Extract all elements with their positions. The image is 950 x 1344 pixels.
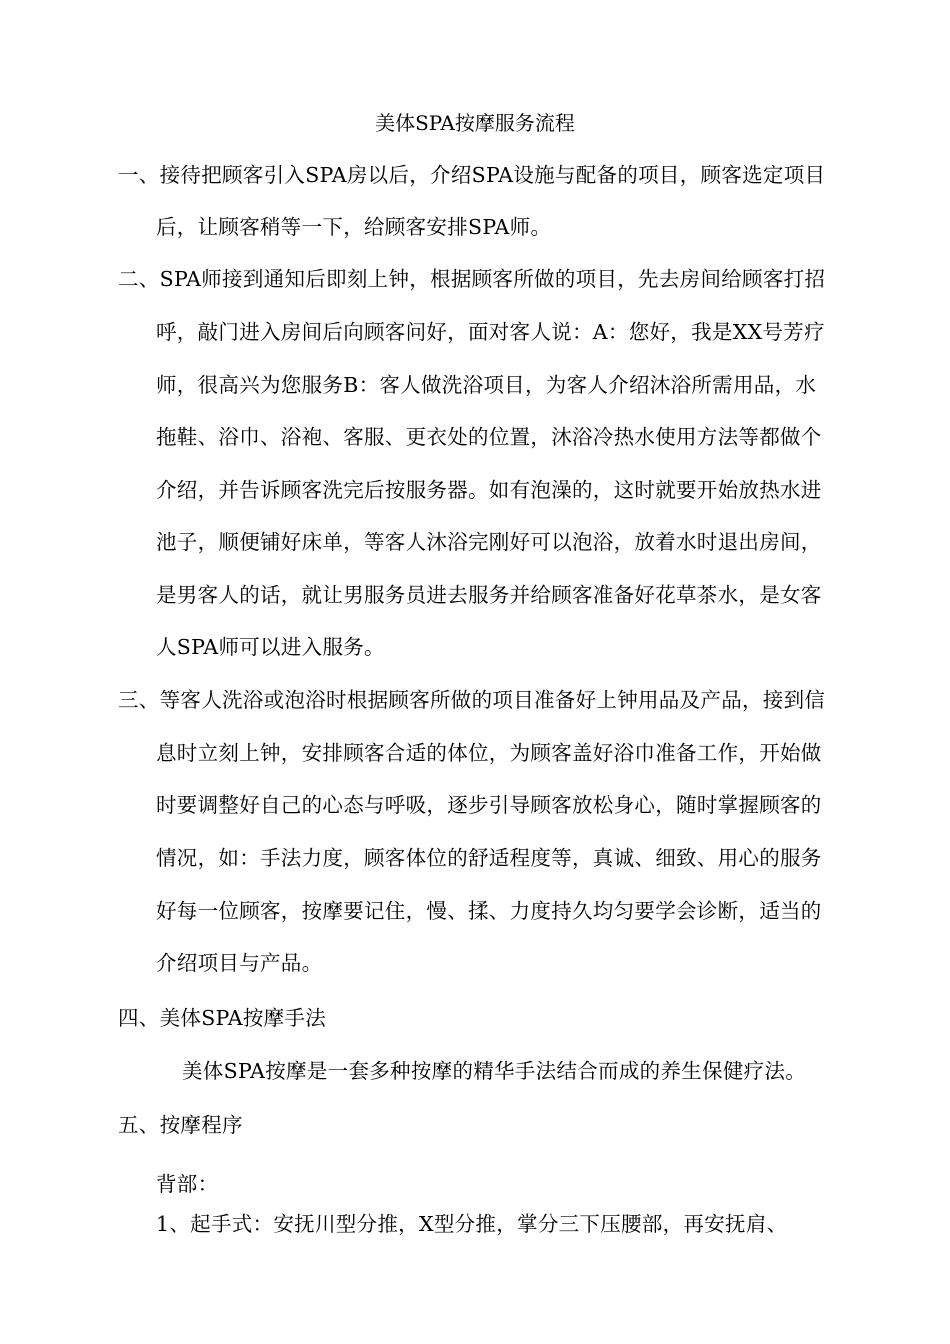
section-2-line-3: 师，很高兴为您服务B：客人做洗浴项目，为客人介绍沐浴所需用品，水 [156, 373, 817, 397]
section-4-body: 美体SPA按摩是一套多种按摩的精华手法结合而成的养生保健疗法。 [182, 1059, 807, 1083]
section-3-line-2: 息时立刻上钟，安排顾客合适的体位，为顾客盖好浴巾准备工作，开始做 [156, 741, 822, 765]
section-3-line-4: 情况，如：手法力度，顾客体位的舒适程度等，真诚、细致、用心的服务 [156, 846, 822, 870]
step-1-line: 1、起手式：安抚川型分推，X型分推，掌分三下压腰部，再安抚肩、 [156, 1212, 788, 1236]
section-3-line-5: 好每一位顾客，按摩要记住，慢、揉、力度持久均匀要学会诊断，适当的 [156, 899, 822, 923]
section-2-line-1: 二、SPA师接到通知后即刻上钟，根据顾客所做的项目，先去房间给顾客打招 [118, 267, 826, 291]
section-5-heading: 五、按摩程序 [118, 1113, 243, 1137]
section-2-line-8: 人SPA师可以进入服务。 [156, 635, 385, 659]
section-3-line-6: 介绍项目与产品。 [156, 951, 323, 975]
section-4-heading: 四、美体SPA按摩手法 [118, 1006, 327, 1030]
document-title: 美体SPA按摩服务流程 [375, 111, 575, 135]
section-2-line-2: 呼，敲门进入房间后向顾客问好，面对客人说：A：您好，我是XX号芳疗 [156, 320, 825, 344]
section-1-line-1: 一、接待把顾客引入SPA房以后，介绍SPA设施与配备的项目，顾客选定项目 [118, 163, 826, 187]
section-2-line-7: 是男客人的话，就让男服务员进去服务并给顾客准备好花草茶水，是女客 [156, 583, 822, 607]
section-3-line-1: 三、等客人洗浴或泡浴时根据顾客所做的项目准备好上钟用品及产品，接到信 [118, 688, 826, 712]
section-2-line-4: 拖鞋、浴巾、浴袍、客服、更衣处的位置，沐浴冷热水使用方法等都做个 [156, 425, 822, 449]
section-3-line-3: 时要调整好自己的心态与呼吸，逐步引导顾客放松身心，随时掌握顾客的 [156, 793, 822, 817]
section-1-line-2: 后，让顾客稍等一下，给顾客安排SPA师。 [156, 215, 552, 239]
back-subheading: 背部： [156, 1172, 219, 1196]
section-2-line-5: 介绍，并告诉顾客洗完后按服务器。如有泡澡的，这时就要开始放热水进 [156, 478, 822, 502]
section-2-line-6: 池子，顺便铺好床单，等客人沐浴完刚好可以泡浴，放着水时退出房间， [156, 530, 822, 554]
